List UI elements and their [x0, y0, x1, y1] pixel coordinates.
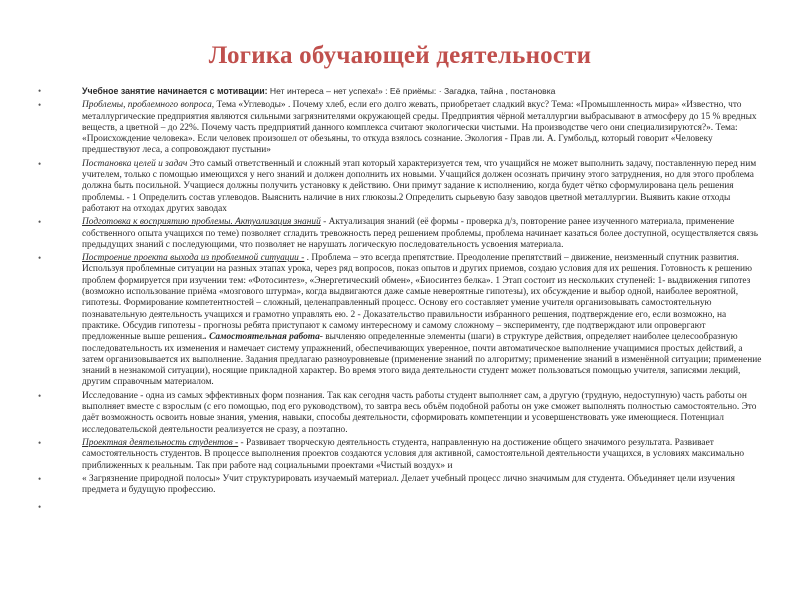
bullet-icon: • [38, 253, 42, 264]
item-lead: Подготовка к восприятию проблемы. Актуализация знаний [82, 217, 321, 228]
item-text: Исследование - одна из самых эффективных форм познания. Так как сегодня часть работы студент выполняет сам, а другую (трудную, недоступную) часть работы он выполняет вместе с взрослым (с его помощью, под его руководством), то завтра весь объём подобной работы он уже сможет выполнять полностью самостоятельно. Это даёт возможность освоить новые знания, умения, навыки, способы деятельности, сформировать компетенции и усовершенствовать уже имеющиеся. Потенциал исследовательской деятельности реализуется не сразу, а поэтапно. [82, 390, 757, 435]
item-lead: Учебное занятие начинается с мотивации: [82, 86, 268, 96]
bullet-icon: • [38, 158, 42, 169]
item-extra-label: . Самостоятельная работа- [204, 332, 323, 343]
item-lead: Построение проекта выхода из проблемной ситуации - [82, 253, 305, 264]
bullet-icon: • [38, 217, 42, 228]
item-text: Нет интереса – нет успеха!» : Её приёмы: · Загадка, тайна , постановка [267, 86, 556, 96]
item-text: - Актуализация знаний (её формы - проверка д/з, повторение ранее изученного материала, применение собственного опыта учащихся по теме) позволяет сгладить тревожность перед решением проблемы, проблема начинает казаться более доступной, осуществляется связь предыдущих знаний с последующими, что позволяет не нарушать логическую последовательность усвоения материала. [82, 217, 758, 250]
list-item [38, 474, 764, 497]
bullet-icon: • [38, 437, 42, 448]
list-item [38, 100, 764, 156]
bullet-list [38, 86, 764, 513]
list-item [38, 217, 764, 251]
list-item [38, 86, 764, 98]
item-extra-text: вычленяю определенные элементы (шаги) в структуре действия, определяет наиболее целесообразную последовательность их изменения и намечает систему упражнений, обеспечивающих уверенное, почти автоматическое выполнение учащимися простых действий, а затем организовывается их выполнение. Задания предлагаю разноуровневые (применение знаний по алгоритму; применение знаний в изменённой ситуации; применение знаний в незнакомой ситуации), носящие прикладной характер. Во время этого вида деятельности студент может пользоваться помощью учителя, записями лекций, другим справочным материалом. [82, 332, 762, 388]
bullet-icon: • [38, 473, 42, 484]
list-item [38, 391, 764, 436]
slide-title: Логика обучающей деятельности [208, 42, 592, 69]
item-text: Это самый ответственный и сложный этап который характеризуется тем, что учащийся не может выполнить задачу, поставленную перед ним учителем, только с помощью имеющихся у него знаний и должен дополнить их новыми. Учащийся должен осознать причину этого затруднения, но для этого проблема должна быть посильной. Учащиеся должны получить установку к действию. Они примут задание к исполнению, когда будет чётко сформулирована цель решения проблемы. - 1 Определить состав углеводов. Выяснить наличие в них глюкозы.2 Определить сырьевую базу заводов цветной металлургии. Выявить какие отходы работают на отходах других заводах [82, 158, 757, 214]
item-lead: Проектная деятельность студентов - [82, 437, 239, 448]
item-text: - Развивает творческую деятельность студента, направленную на достижение общего значимого результата. Развивает самостоятельность студентов. В процессе выполнения проектов создаются условия для активной, самостоятельной деятельности учащихся, в условиях максимально приближенных к реальным. Так при работе над социальными проектами «Чистый воздух» и [82, 437, 745, 471]
item-lead: Постановка целей и задач [82, 158, 188, 169]
item-text: « Загрязнение природной полосы» Учит структурировать изучаемый материал. Делает учебный процесс лично значимым для студента. Объединяет цели изучения предмета и будущую профессию. [82, 473, 735, 496]
bullet-icon: • [38, 100, 42, 111]
bullet-icon: • [38, 390, 42, 401]
item-text: Тема «Углеводы» . Почему хлеб, если его долго жевать, приобретает сладкий вкус? Тема: «Промышленность мира» «Известно, что металлургические предприятия являются сильными загрязнителями окружающей среды. Предприятия чёрной металлургии выбрасывают в атмосферу до 15 % вредных веществ, а цветной – до 22%. Почему часть предприятий данного комплекса считают экологически чистыми. На производстве чего они специализируются?». Тема: «Происхождение человека». Если человек произошел от обезьяны, то откуда взялось сознание. Экология - Прав ли. А. Гумбольд, который говорит «Человеку предшествуют леса, а сопровождают пустыни» [82, 100, 757, 156]
list-item [38, 438, 764, 472]
bullet-icon: • [38, 86, 42, 96]
item-lead: Проблемы, проблемного вопроса, [82, 100, 215, 111]
bullet-icon: • [38, 502, 42, 513]
list-item [38, 159, 764, 215]
list-item [38, 253, 764, 389]
item-text: . Проблема – это всегда препятствие. Преодоление препятствий – движение, неизменный спутник развития. Используя проблемные ситуации на разных этапах урока, через ряд вопросов, показ опытов и других приемов, создаю условия для их решения. Готовность к решению проблем формируется при изучении тем: «Фотосинтез», «Энергетический обмен», «Биосинтез белка». 1 Этап состоит из нескольких ступеней: 1- выдвижения гипотез (возможно использование приёма «мозгового штурма», когда выдвигаются даже самые невероятные гипотезы), их обсуждение и выбор одной, наиболее вероятной, гипотезы. Формирование компетентностей – сложный, целенаправленный процесс. Основу его составляет умение учителя организовывать самостоятельную познавательную деятельность учащихся и грамотно управлять ею. 2 - Доказательство правильности избранного решения, подтверждение его, если возможно, на практике. Обсудив гипотезы - прогнозы ребята приступают к самому интересному и самому сложному – эксперименту, где подтверждают или опровергают предложенные выше решения. [82, 253, 753, 343]
